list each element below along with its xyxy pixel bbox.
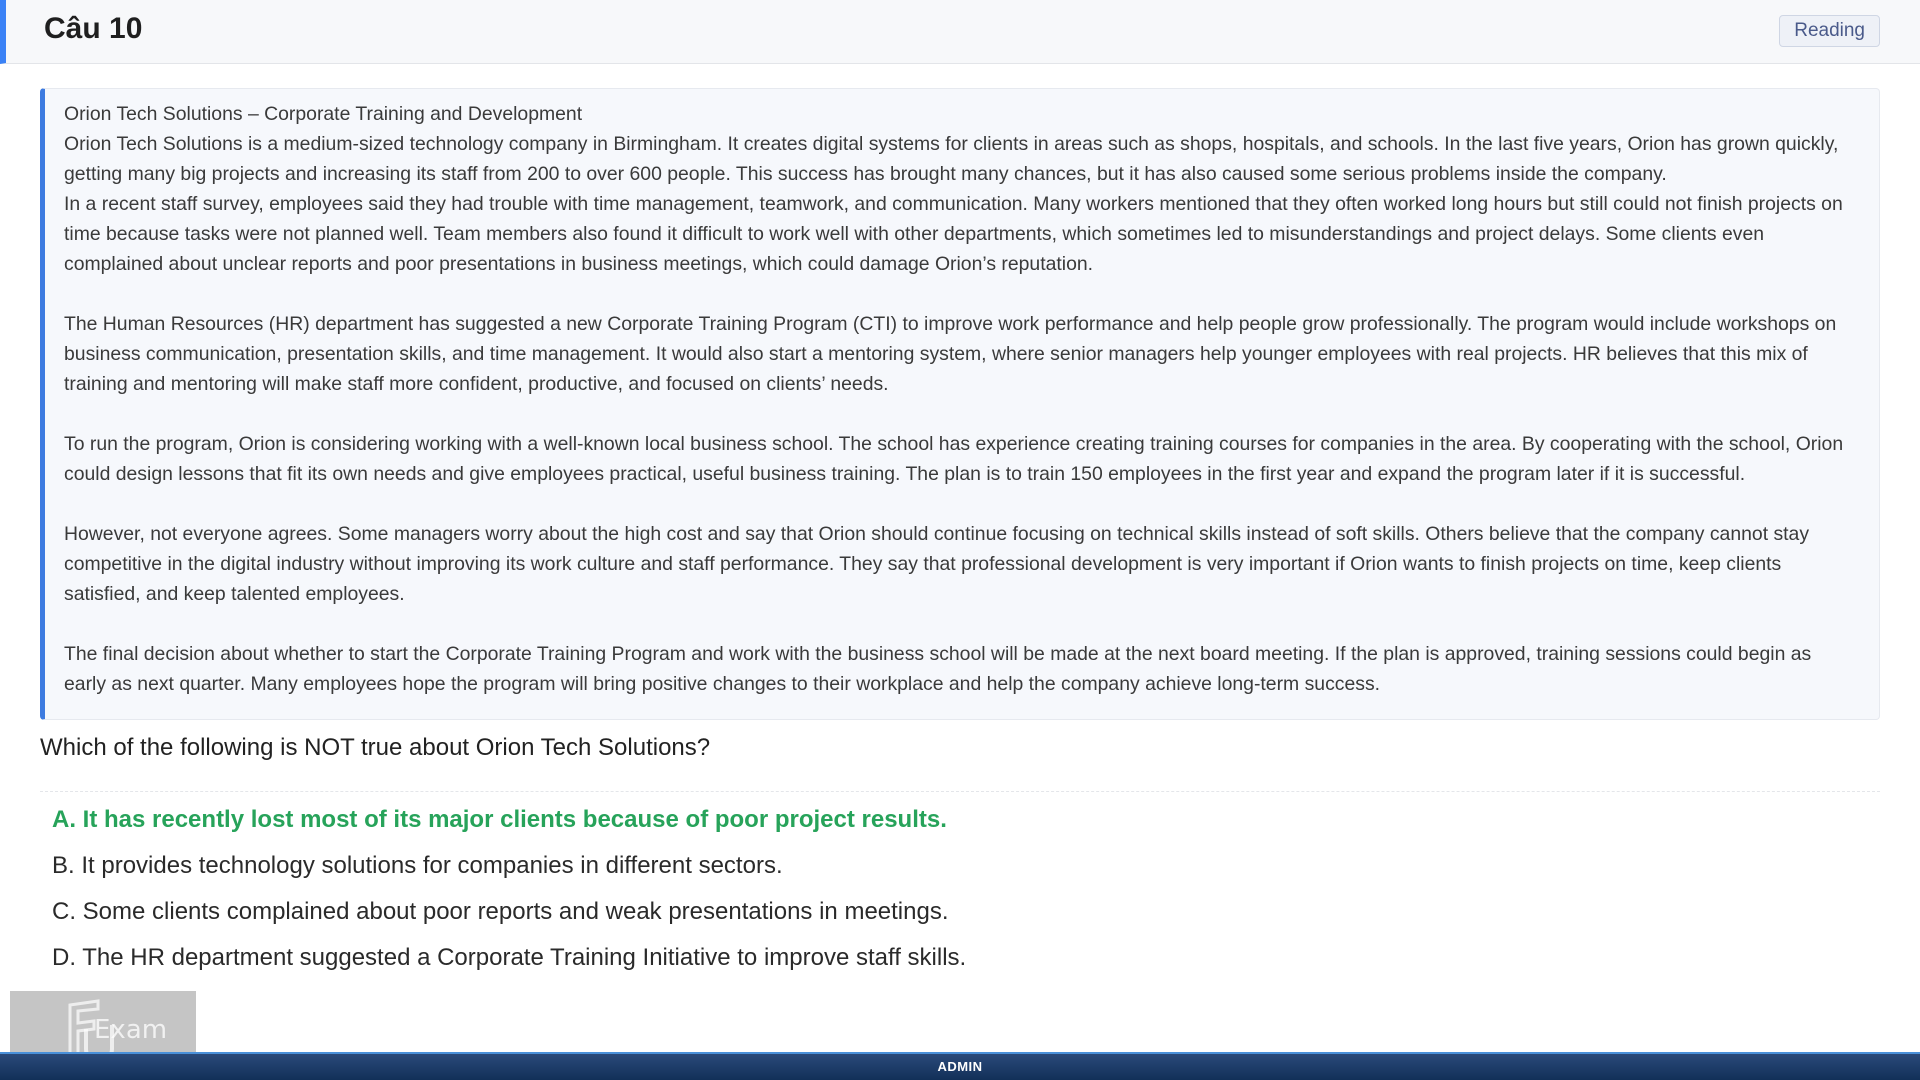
logo-text: Exam: [94, 1015, 168, 1045]
question-text: Which of the following is NOT true about Orion Tech Solutions?: [40, 734, 711, 761]
option-d[interactable]: D. The HR department suggested a Corporate Training Initiative to improve staff skills.: [52, 944, 967, 971]
footer-user-label: ADMIN: [937, 1059, 983, 1074]
question-header: [0, 0, 1920, 64]
footer-bar: [0, 1052, 1920, 1080]
passage-paragraph: However, not everyone agrees. Some managers worry about the high cost and say that Orion should continue focusing on technical skills instead of soft skills. Others believe that the company cannot stay competitive in the digital industry without improving its work culture and staff performance. They say that professional development is very important if Orion wants to finish projects on time, keep clients satisfied, and keep talented employees.: [64, 523, 1810, 605]
option-a[interactable]: A. It has recently lost most of its major clients because of poor project results.: [52, 806, 947, 833]
passage-paragraph: The Human Resources (HR) department has suggested a new Corporate Training Program (CTI) to improve work performance and help people grow professionally. The program would include workshops on business communication, presentation skills, and time management. It would also start a mentoring system, where senior managers help younger employees with real projects. HR believes that this mix of training and mentoring will make staff more confident, productive, and focused on clients’ needs.: [64, 313, 1837, 395]
passage-paragraph: The final decision about whether to start the Corporate Training Program and work with the business school will be made at the next board meeting. If the plan is approved, training sessions could begin as early as next quarter. Many employees hope the program will bring positive changes to their workplace and help the company achieve long-term success.: [64, 643, 1812, 695]
page-title: Câu 10: [44, 12, 143, 45]
option-c[interactable]: C. Some clients complained about poor reports and weak presentations in meetings.: [52, 898, 949, 925]
option-b[interactable]: B. It provides technology solutions for companies in different sectors.: [52, 852, 783, 879]
reading-passage: [40, 88, 1880, 720]
divider: [40, 791, 1880, 792]
answer-options: [52, 804, 1872, 988]
passage-title: Orion Tech Solutions – Corporate Training and Development: [64, 103, 583, 125]
passage-paragraph: Orion Tech Solutions is a medium-sized technology company in Birmingham. It creates digital systems for clients in areas such as shops, hospitals, and schools. In the last five years, Orion has grown quickly, getting many big projects and increasing its staff from 200 to over 600 people. This success has brought many chances, but it has also caused some serious problems inside the company.: [64, 133, 1839, 185]
section-badge: Reading: [1779, 15, 1880, 47]
passage-paragraph: In a recent staff survey, employees said they had trouble with time management, teamwork, and communication. Many workers mentioned that they often worked long hours but still could not finish projects on time because tasks were not planned well. Team members also found it difficult to work well with other departments, which sometimes led to misunderstandings and project delays. Some clients even complained about unclear reports and poor presentations in business meetings, which could damage Orion’s reputation.: [64, 193, 1843, 275]
passage-paragraph: To run the program, Orion is considering working with a well-known local business school. The school has experience creating training courses for companies in the area. By cooperating with the school, Orion could design lessons that fit its own needs and give employees practical, useful business training. The plan is to train 150 employees in the first year and expand the program later if it is successful.: [64, 433, 1844, 485]
